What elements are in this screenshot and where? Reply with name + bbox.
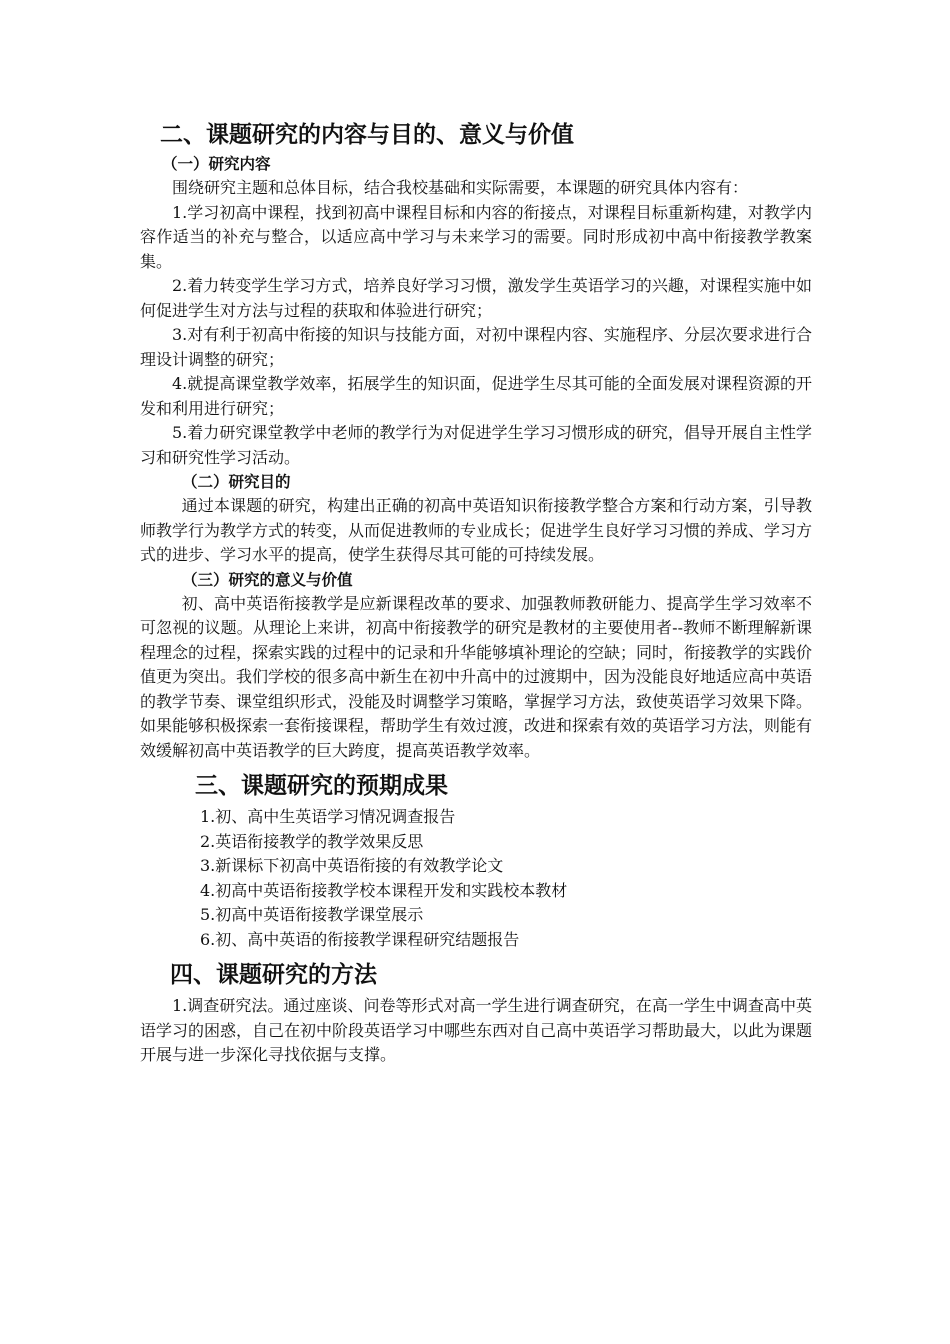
- outcome-item-2: 2.英语衔接教学的教学效果反思: [200, 831, 424, 851]
- document-page: [140, 118, 812, 1068]
- content-item-4: 4.就提高课堂教学效率，拓展学生的知识面，促进学生尽其可能的全面发展对课程资源的开发和利用进行研究；: [140, 374, 812, 418]
- section-4-heading: 四、课题研究的方法: [170, 962, 377, 988]
- outcome-item-6: 6.初、高中英语的衔接教学课程研究结题报告: [200, 929, 520, 949]
- content-item-2: 2.着力转变学生学习方式，培养良好学习习惯，激发学生英语学习的兴趣，对课程实施中如何促进学生对方法与过程的获取和体验进行研究；: [140, 276, 812, 320]
- content-item-3: 3.对有利于初高中衔接的知识与技能方面，对初中课程内容、实施程序、分层次要求进行合理设计调整的研究；: [140, 325, 812, 369]
- subsection-2-heading: （二）研究目的: [182, 473, 291, 491]
- outcome-item-4: 4.初高中英语衔接教学校本课程开发和实践校本教材: [200, 880, 568, 900]
- purpose-paragraph: 通过本课题的研究，构建出正确的初高中英语知识衔接教学整合方案和行动方案，引导教师教学行为教学方式的转变，从而促进教师的专业成长；促进学生良好学习习惯的养成、学习方式的进步、学习水平的提高，使学生获得尽其可能的可持续发展。: [140, 496, 813, 564]
- outcome-item-1: 1.初、高中生英语学习情况调查报告: [200, 807, 456, 826]
- section-2-heading: 二、课题研究的内容与目的、意义与价值: [160, 122, 574, 148]
- section-3-heading: 三、课题研究的预期成果: [195, 773, 448, 799]
- content-intro-paragraph: 围绕研究主题和总体目标，结合我校基础和实际需要，本课题的研究具体内容有：: [172, 178, 749, 197]
- subsection-1-heading: （一）研究内容: [162, 155, 271, 173]
- method-item-1: 1.调查研究法。通过座谈、问卷等形式对高一学生进行调查研究，在高一学生中调查高中英语学习的困惑，自己在初中阶段英语学习中哪些东西对自己高中英语学习帮助最大，以此为课题开展与进一步深化寻找依据与支撑。: [140, 996, 813, 1064]
- content-item-1: 1.学习初高中课程，找到初高中课程目标和内容的衔接点，对课程目标重新构建，对教学内容作适当的补充与整合，以适应高中学习与未来学习的需要。同时形成初中高中衔接教学教案集。: [140, 202, 812, 271]
- significance-paragraph: 初、高中英语衔接教学是应新课程改革的要求、加强教师教研能力、提高学生学习效率不可忽视的议题。从理论上来讲，初高中衔接教学的研究是教材的主要使用者--教师不断理解新课程理念的过程，探索实践的过程中的记录和升华能够填补理论的空缺；同时，衔接教学的实践价值更为突出。我们学校的很多高中新生在初中升高中的过渡期中，因为没能良好地适应高中英语的教学节奏、课堂组织形式，没能及时调整学习策略，掌握学习方法，致使英语学习效果下降。如果能够积极探索一套衔接课程，帮助学生有效过渡，改进和探索有效的英语学习方法，则能有效缓解初高中英语教学的巨大跨度，提高英语教学效率。: [140, 593, 813, 760]
- outcome-item-3: 3.新课标下初高中英语衔接的有效教学论文: [200, 856, 504, 875]
- subsection-3-heading: （三）研究的意义与价值: [182, 570, 353, 589]
- content-item-5: 5.着力研究课堂教学中老师的教学行为对促进学生学习习惯形成的研究，倡导开展自主性学习和研究性学习活动。: [140, 423, 812, 467]
- outcome-item-5: 5.初高中英语衔接教学课堂展示: [200, 905, 424, 924]
